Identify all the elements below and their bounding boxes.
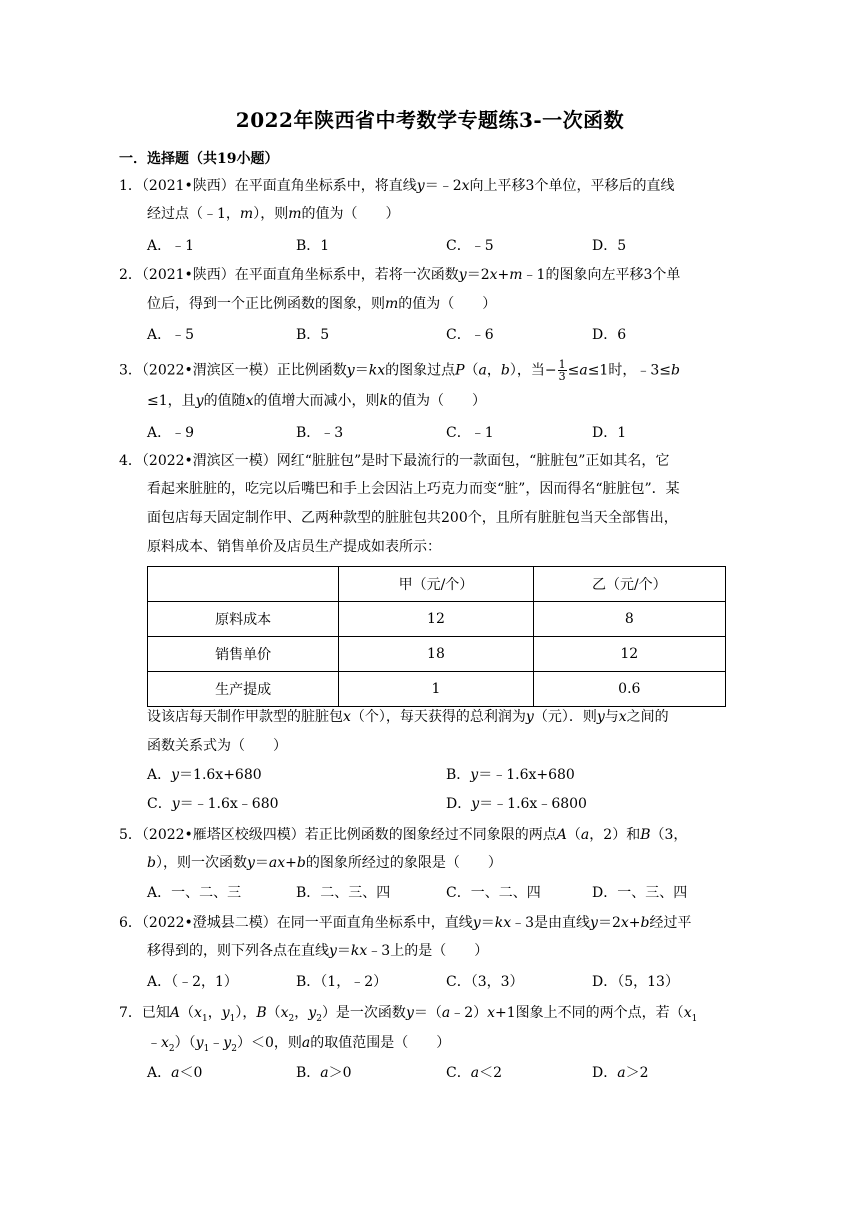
table-header-cell: 乙（元/个） <box>533 567 725 602</box>
q4-option-d: D．y＝﹣1.6x﹣6800 <box>446 796 587 812</box>
q7-option-b: B．a＞0 <box>296 1065 352 1081</box>
q5-option-c: C．一、二、四 <box>446 885 541 901</box>
question-1-line-1: 1．（2021•陕西）在平面直角坐标系中，将直线y＝﹣2x向上平移3个单位，平移后的直线 <box>119 178 675 194</box>
table-cell: 0.6 <box>533 672 725 707</box>
table-cell: 销售单价 <box>148 637 339 672</box>
table-row <box>148 672 726 707</box>
q2-option-c: C．﹣6 <box>446 327 494 343</box>
section-heading: 一．选择题（共19小题） <box>119 151 279 167</box>
table-row <box>148 637 726 672</box>
table-cell: 12 <box>533 637 725 672</box>
question-2-line-1: 2．（2021•陕西）在平面直角坐标系中，若将一次函数y＝2x+m﹣1的图象向左平移3个单 <box>119 267 681 283</box>
question-7-line-1: 7．已知$A(x_1$，$y_1$），$B(x_2$，$y_2$）是一次函数y＝（a﹣2）x+1图象上不同的两个点，若（$x_1$ <box>119 1005 698 1024</box>
question-5-line-1: 5．（2022•雁塔区校级四模）若正比例函数的图象经过不同象限的两点A（a，2）和B（3， <box>119 827 688 843</box>
table-cell: 1 <box>339 672 533 707</box>
question-3-line-1: 3．（2022•渭滨区一模）正比例函数y＝kx的图象过点P（a，b），当− $\frac{1}{3}$ ≤a≤1时，﹣3≤b <box>119 358 680 383</box>
q1-option-d: D．5 <box>592 238 627 254</box>
q6-option-a: A．（﹣2，1） <box>147 974 238 990</box>
q3-option-d: D．1 <box>592 425 627 441</box>
cost-price-table <box>147 566 726 707</box>
q2-option-a: A．﹣5 <box>147 327 195 343</box>
question-6-line-1: 6．（2022•澄城县二模）在同一平面直角坐标系中，直线y＝kx﹣3是由直线y＝2x+b经过平 <box>119 915 692 931</box>
q6-option-d: D．（5，13） <box>592 974 679 990</box>
q4-option-a: A．y＝1.6x+680 <box>147 767 262 783</box>
q6-option-b: B．（1，﹣2） <box>296 974 388 990</box>
question-6-line-2: 移得到的，则下列各点在直线y＝kx﹣3上的是（ ） <box>147 943 489 959</box>
q3-option-a: A．﹣9 <box>147 425 195 441</box>
q7-option-a: A．a＜0 <box>147 1065 203 1081</box>
q3-option-c: C．﹣1 <box>446 425 494 441</box>
question-1-line-2: 经过点（﹣1，m），则m的值为（ ） <box>147 206 400 222</box>
q5-option-a: A．一、二、三 <box>147 885 242 901</box>
question-4-line-1: 4．（2022•渭滨区一模）网红“脏脏包”是时下最流行的一款面包，“脏脏包”正如其名，它 <box>119 453 670 469</box>
q7-option-c: C．a＜2 <box>446 1065 502 1081</box>
table-cell: 12 <box>339 602 533 637</box>
question-3-line-2: ≤1，且y的值随x的值增大而减小，则k的值为（ ） <box>147 393 486 409</box>
q1-option-b: B．1 <box>296 238 330 254</box>
question-7-line-2: $﹣x_2)(y_1﹣y_2)<0$，则a的取值范围是（ ） <box>147 1035 451 1054</box>
page-title: 2022年陕西省中考数学专题练3-一次函数 <box>235 108 625 132</box>
q6-option-c: C．（3，3） <box>446 974 524 990</box>
question-4-line-3: 面包店每天固定制作甲、乙两种款型的脏脏包共200个，且所有脏脏包当天全部售出， <box>147 510 678 526</box>
q7-option-d: D．a＞2 <box>592 1065 649 1081</box>
q2-option-b: B．5 <box>296 327 330 343</box>
question-4-line-4: 原料成本、销售单价及店员生产提成如表所示： <box>147 539 441 555</box>
q5-option-d: D．一、三、四 <box>592 885 688 901</box>
table-header-row <box>148 567 726 602</box>
q4-option-b: B．y＝﹣1.6x+680 <box>446 767 575 783</box>
table-cell: 8 <box>533 602 725 637</box>
q1-option-c: C．﹣5 <box>446 238 494 254</box>
table-cell: 18 <box>339 637 533 672</box>
table-cell: 原料成本 <box>148 602 339 637</box>
question-5-line-2: b），则一次函数y＝ax+b的图象所经过的象限是（ ） <box>147 855 502 871</box>
table-header-cell: 甲（元/个） <box>339 567 533 602</box>
question-4-line-6: 函数关系式为（ ） <box>147 738 287 754</box>
question-4-line-2: 看起来脏脏的，吃完以后嘴巴和手上会因沾上巧克力而变“脏”，因而得名“脏脏包”．某 <box>147 481 680 497</box>
table-cell: 生产提成 <box>148 672 339 707</box>
table-row <box>148 602 726 637</box>
question-2-line-2: 位后，得到一个正比例函数的图象，则m的值为（ ） <box>147 296 497 312</box>
table-header-cell <box>148 567 339 602</box>
fraction-one-third: $\frac{1}{3}$ <box>558 358 566 383</box>
q2-option-d: D．6 <box>592 327 627 343</box>
q1-option-a: A．﹣1 <box>147 238 195 254</box>
question-4-line-5: 设该店每天制作甲款型的脏脏包x（个），每天获得的总利润为y（元）．则y与x之间的 <box>147 709 669 725</box>
q3-option-b: B．﹣3 <box>296 425 344 441</box>
q5-option-b: B．二、三、四 <box>296 885 391 901</box>
q4-option-c: C．y＝﹣1.6x﹣680 <box>147 796 279 812</box>
